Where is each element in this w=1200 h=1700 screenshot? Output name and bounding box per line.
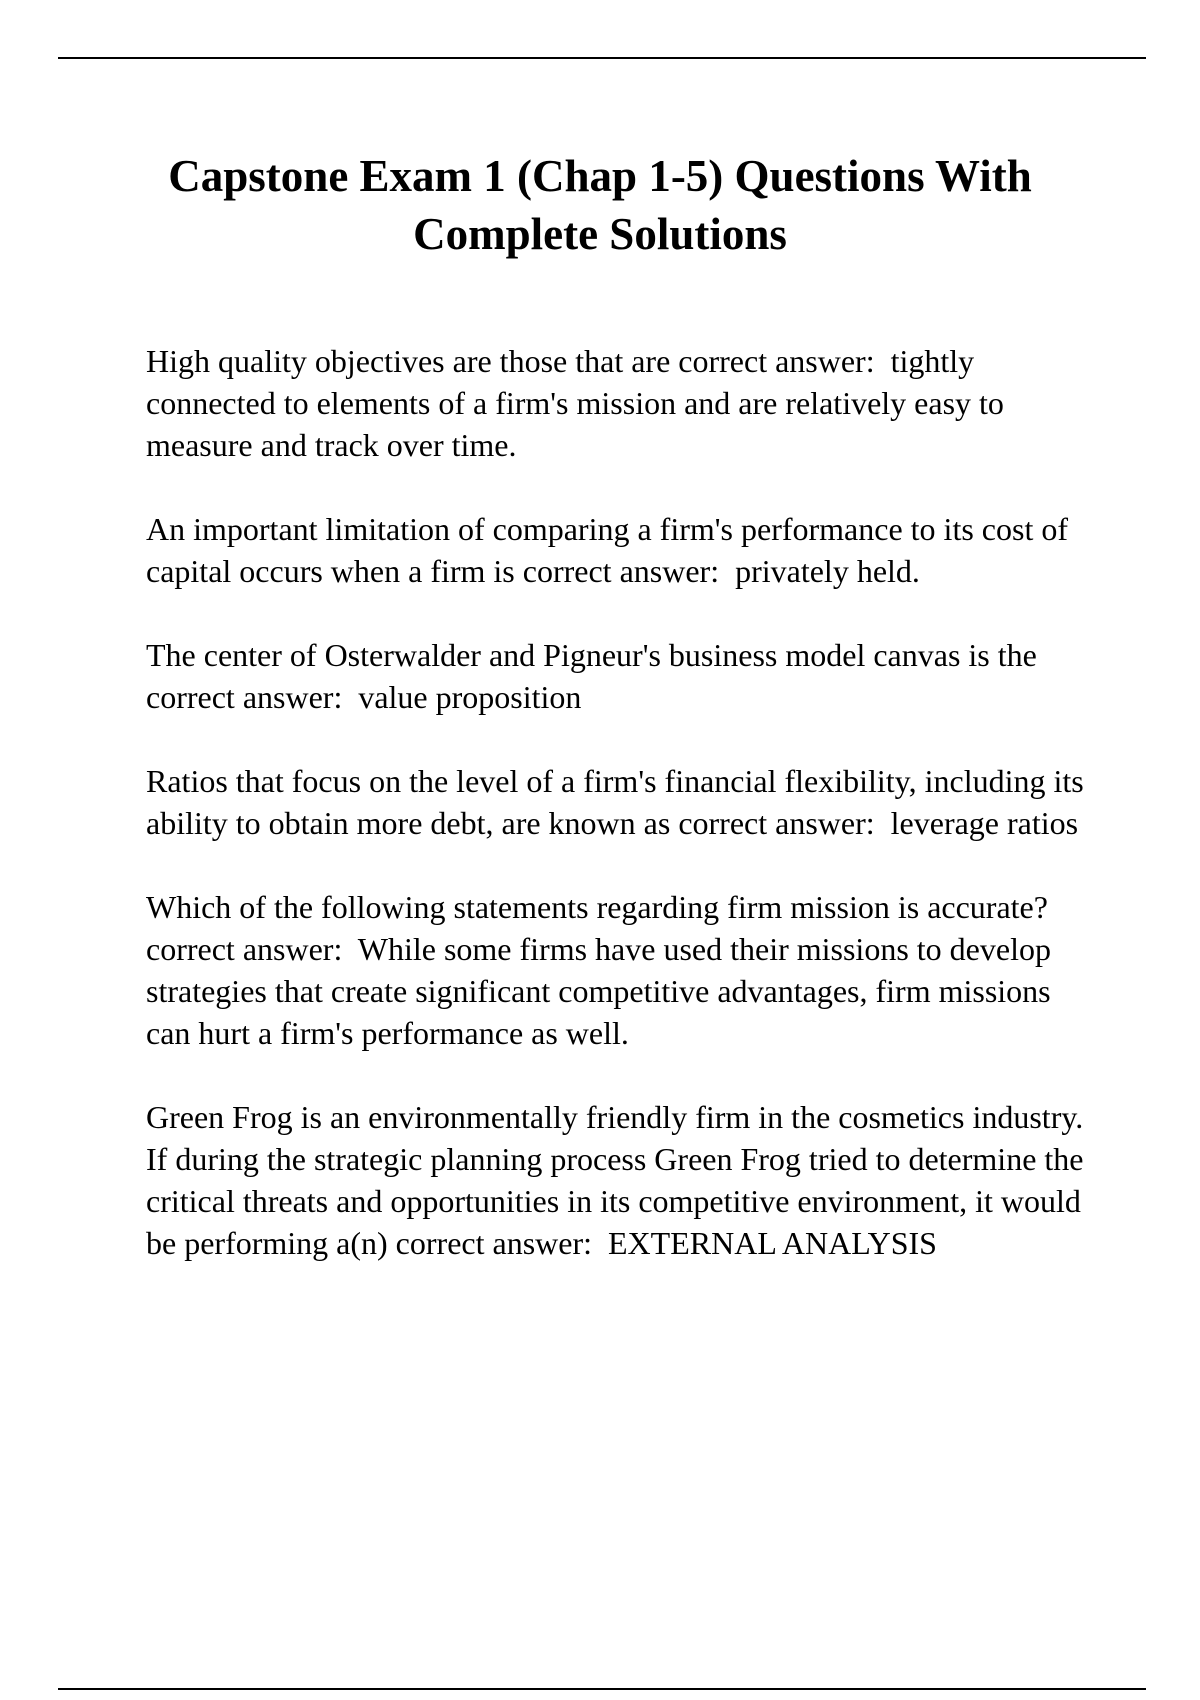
qa-item: [146, 1096, 1092, 1264]
answer-text: While some firms have used their missions to develop strategies that create significant competitive advantages, firm missions can hurt a firm's performance as well.: [146, 931, 1059, 1051]
answer-text: EXTERNAL ANALYSIS: [608, 1225, 937, 1261]
page-title: Capstone Exam 1 (Chap 1-5) Questions With Complete Solutions: [168, 151, 1032, 259]
question-text: The center of Osterwalder and Pigneur's business model canvas is the: [146, 637, 1037, 673]
answer-label: correct answer:: [395, 1225, 592, 1261]
answer-text: leverage ratios: [890, 805, 1079, 841]
answer-label: correct answer:: [146, 679, 343, 715]
answer-label: correct answer:: [678, 805, 875, 841]
answer-label: correct answer:: [678, 343, 875, 379]
question-text: Green Frog is an environmentally friendly firm in the cosmetics industry. If during the strategic planning process Green Frog tried to determine the critical threats and opportunities in its competitive environment, it would be performing a(n): [146, 1099, 1092, 1261]
answer-label: correct answer:: [522, 553, 720, 589]
qa-item: [146, 886, 1086, 1054]
bottom-divider: [58, 1688, 1146, 1690]
top-divider: [58, 57, 1146, 59]
question-text: Ratios that focus on the level of a firm's financial flexibility, including its ability to obtain more debt, are known as: [146, 763, 1092, 841]
question-text: High quality objectives are those that are: [146, 343, 671, 379]
question-text: Which of the following statements regarding firm mission is accurate?: [146, 889, 1048, 925]
qa-item: [146, 634, 1086, 718]
answer-text: value proposition: [358, 679, 582, 715]
answer-text: tightly connected to elements of a firm's mission and are relatively easy to measure and track over time.: [146, 343, 1012, 463]
qa-list: [146, 340, 1092, 1306]
answer-text: privately held.: [735, 553, 920, 589]
answer-label: correct answer:: [146, 931, 343, 967]
qa-item: [146, 760, 1092, 844]
qa-item: [146, 508, 1086, 592]
question-text: An important limitation of comparing a firm's performance to its cost of capital occurs when a firm is: [146, 511, 1076, 589]
qa-item: [146, 340, 1086, 466]
